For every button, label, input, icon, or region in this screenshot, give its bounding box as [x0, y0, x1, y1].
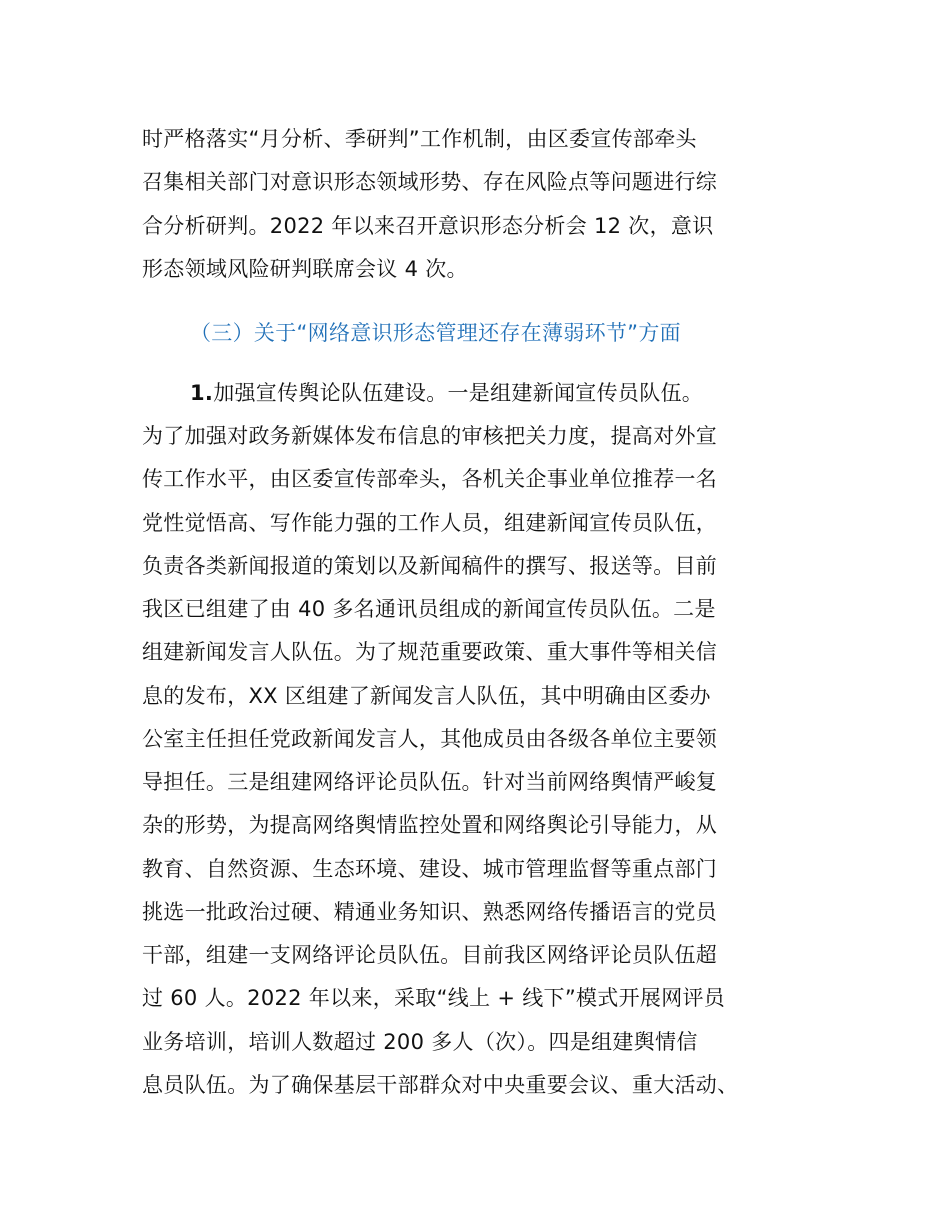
section-heading: （三）关于“网络意识形态管理还存在薄弱环节”方面: [190, 321, 681, 345]
paragraph2-line-6: 组建新闻发言人队伍。为了规范重要政策、重大事件等相关信: [142, 640, 718, 664]
paragraph1-line-3: 合分析研判。2022 年以来召开意识形态分析会 12 次，意识: [142, 214, 714, 238]
paragraph2-first-line-text: 加强宣传舆论队伍建设。一是组建新闻宣传员队伍。: [213, 381, 704, 405]
paragraph2-line-4: 负责各类新闻报道的策划以及新闻稿件的撰写、报送等。目前: [142, 554, 718, 578]
paragraph1-line-2: 召集相关部门对意识形态领域形势、存在风险点等问题进行综: [142, 170, 718, 194]
paragraph2-line-8: 公室主任担任党政新闻发言人，其他成员由各级各单位主要领: [142, 727, 718, 751]
paragraph2-line-9: 导担任。三是组建网络评论员队伍。针对当前网络舆情严峻复: [142, 770, 718, 794]
paragraph2-line-7: 息的发布，XX 区组建了新闻发言人队伍，其中明确由区委办: [142, 684, 711, 708]
paragraph2-line-3: 党性觉悟高、写作能力强的工作人员，组建新闻宣传员队伍，: [142, 511, 718, 535]
paragraph2-line-15: 业务培训，培训人数超过 200 多人（次）。四是组建舆情信: [142, 1030, 698, 1054]
paragraph2-line-13: 干部，组建一支网络评论员队伍。目前我区网络评论员队伍超: [142, 943, 718, 967]
paragraph2-line-12: 挑选一批政治过硬、精通业务知识、熟悉网络传播语言的党员: [142, 900, 718, 924]
paragraph2-line-5: 我区已组建了由 40 多名通讯员组成的新闻宣传员队伍。二是: [142, 597, 716, 621]
paragraph2-line-14: 过 60 人。2022 年以来，采取“线上 + 线下”模式开展网评员: [142, 986, 726, 1010]
paragraph1-line-1: 时严格落实“月分析、季研判”工作机制，由区委宣传部牵头: [142, 127, 697, 151]
paragraph2-line-11: 教育、自然资源、生态环境、建设、城市管理监督等重点部门: [142, 857, 718, 881]
paragraph2-line-1: 为了加强对政务新媒体发布信息的审核把关力度，提高对外宣: [142, 424, 718, 448]
paragraph2-first-line: [190, 378, 703, 408]
paragraph2-line-2: 传工作水平，由区委宣传部牵头，各机关企事业单位推荐一名: [142, 467, 718, 491]
paragraph2-line-10: 杂的形势，为提高网络舆情监控处置和网络舆论引导能力，从: [142, 813, 718, 837]
paragraph-number: 1.: [190, 381, 214, 405]
paragraph1-line-4: 形态领域风险研判联席会议 4 次。: [142, 257, 468, 281]
paragraph2-line-16: 息员队伍。为了确保基层干部群众对中央重要会议、重大活动、: [142, 1073, 739, 1097]
